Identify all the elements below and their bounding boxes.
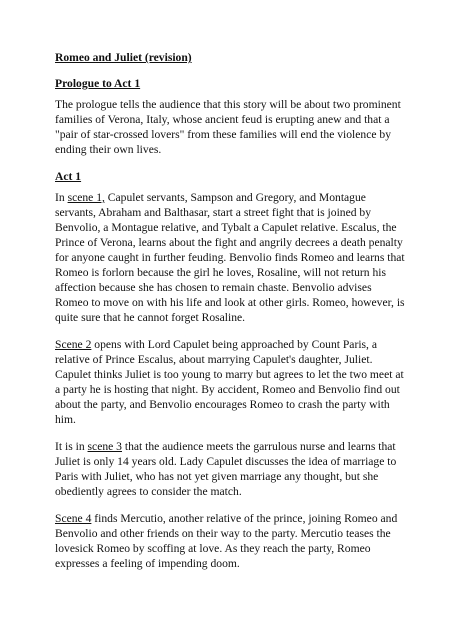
scene3-pre: It is in: [55, 440, 88, 453]
scene4-paragraph: [55, 511, 407, 571]
act1-heading: Act 1: [55, 170, 82, 183]
scene4-link[interactable]: Scene 4: [55, 512, 92, 525]
scene1-paragraph: [55, 190, 407, 325]
scene2-paragraph: [55, 337, 407, 427]
document-page: [55, 50, 407, 583]
prologue-heading: Prologue to Act 1: [55, 77, 141, 90]
scene3-link[interactable]: scene 3: [87, 440, 122, 453]
document-title: Romeo and Juliet (revision): [55, 51, 192, 64]
prologue-paragraph: The prologue tells the audience that this story will be about two prominent families of Verona, Italy, whose ancient feud is erupting anew and that a "pair of star-crossed lovers" from these families will end the violence by ending their own lives.: [55, 98, 401, 156]
scene3-paragraph: [55, 439, 407, 499]
scene1-pre: In: [55, 191, 68, 204]
scene3-text: that the audience meets the garrulous nurse and learns that Juliet is only 14 years old. Lady Capulet discusses the idea of marriage to Paris with Juliet, who has not yet given marriage any thought, but she obediently agrees to consider the match.: [55, 440, 397, 498]
scene1-text: Capulet servants, Sampson and Gregory, and Montague servants, Abraham and Balthasar, start a street fight that is joined by Benvolio, a Montague relative, and Tybalt a Capulet relative. Escalus, the Prince of Verona, learns about the fight and angrily decrees a death penalty for anyone caught in further feuding. Benvolio finds Romeo and learns that Romeo is forlorn because the girl he loves, Rosaline, will not return his affection because she has chosen to remain chaste. Benvolio advises Romeo to move on with his life and look at other girls. Romeo, however, is quite sure that he cannot forget Rosaline.: [55, 191, 405, 324]
scene4-text: finds Mercutio, another relative of the prince, joining Romeo and Benvolio and other friends on their way to the party. Mercutio teases the lovesick Romeo by scoffing at love. As they reach the party, Romeo expresses a feeling of impending doom.: [55, 512, 398, 570]
scene1-link[interactable]: scene 1,: [67, 191, 105, 204]
scene2-link[interactable]: Scene 2: [55, 338, 92, 351]
scene2-text: opens with Lord Capulet being approached by Count Paris, a relative of Prince Escalus, about marrying Capulet's daughter, Juliet. Capulet thinks Juliet is too young to marry but agrees to let the two meet at a party he is hosting that night. By accident, Romeo and Benvolio find out about the party, and Benvolio encourages Romeo to crash the party with him.: [55, 338, 404, 426]
